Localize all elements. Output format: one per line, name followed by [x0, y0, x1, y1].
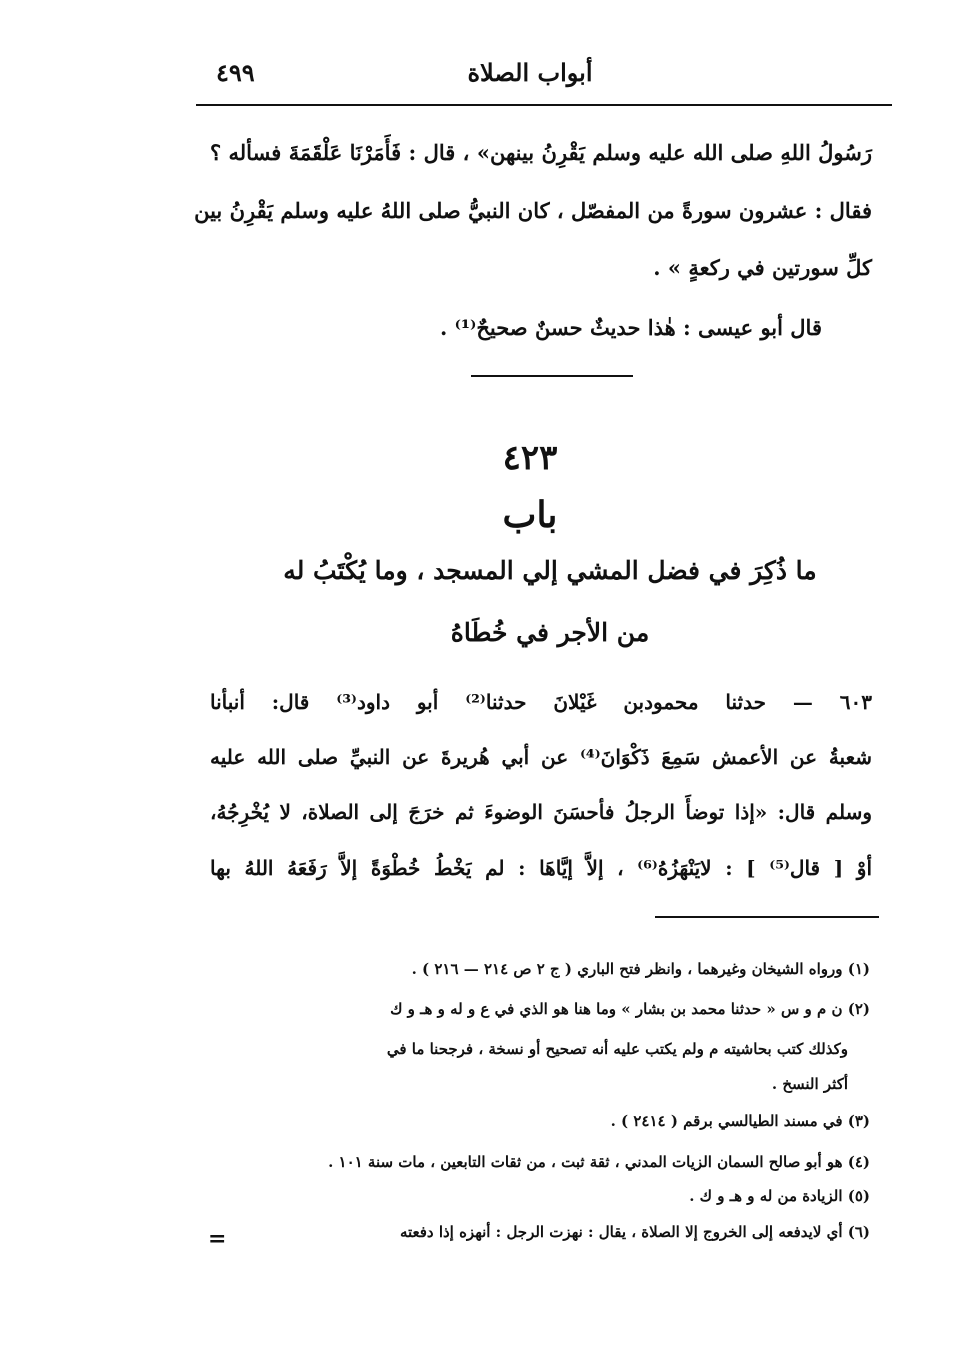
- continuation-line: رَسُولُ اللهِ صلى الله عليه وسلم يَقْرِنُ بينهن» ، قال : فَأَمَرْنَا عَلْقَمَةَ فسأله ؟: [210, 140, 872, 165]
- running-head-title: أبواب الصلاة: [467, 58, 593, 87]
- chapter-title-line: ما ذُكِرَ في فضل المشي إلي المسجد ، وما يُكْتَبُ له: [283, 556, 817, 585]
- header-rule: [196, 104, 892, 106]
- continuation-mark: =: [208, 1226, 227, 1252]
- hadith-line: شعبةُ عن الأعمش سَمِعَ ذَكْوَانَ⁽⁴⁾ عن أبي هُريرةَ عن النبيِّ صلى الله عليه: [210, 745, 872, 769]
- footnote-rule: [655, 916, 879, 918]
- footnote: (٥) الزيادة من له و هـ و ك .: [689, 1187, 870, 1205]
- continuation-line: كلِّ سورتين في ركعةٍ » .: [653, 255, 872, 280]
- abu-isa-verdict: قال أبو عيسى : هٰذا حديثٌ حسنٌ صحيحٌ⁽¹⁾ .: [440, 315, 822, 340]
- continuation-line: فقال : عشرون سورةً من المفصّل ، كان النبيُّ صلى اللهُ عليه وسلم يَقْرِنُ بين: [194, 198, 872, 223]
- hadith-line: وسلم قال: «إذا توضأَ الرجلُ فأحسَنَ الوضوءَ ثم خرَجَ إلى الصلاة، لا يُخْرِجُهُ،: [210, 800, 872, 824]
- footnote: (٢) ن م و س « حدثنا محمد بن بشار » وما هنا هو الذي في ع و له و هـ و ك: [390, 1000, 870, 1018]
- footnote: (٤) هو أبو صالح السمان الزيات المدني ، ثقة ثبت ، من ثقات التابعين ، مات سنة ١٠١ .: [328, 1153, 870, 1171]
- footnote: (٣) في مسند الطيالسي برقم ( ٢٤١٤ ) .: [610, 1112, 870, 1130]
- footnote-continuation: وكذلك كتب بحاشيته م ولم يكتب عليه أنه تصحيح أو نسخة ، فرجحنا ما في: [386, 1040, 848, 1058]
- footnote: (٦) أي لايدفعه إلى الخروج إلا الصلاة ، يقال : نهزت الرجل : أنهزه إذا دفعته: [399, 1223, 870, 1241]
- chapter-title-line: من الأجر في خُطَاهُ: [450, 618, 650, 647]
- section-separator: [471, 375, 633, 377]
- footnote: (١) ورواه الشيخان وغيرهما ، وانظر فتح الباري ( ج ٢ ص ٢١٤ — ٢١٦ ) .: [411, 960, 870, 978]
- hadith-line: أوْ [ قال⁽⁵⁾ ] : لايَنْهَزُهُ⁽⁶⁾ ، إلاَّ إيَّاهَا : لم يَخْطُ خُطْوَةً إلاَّ رَفَعَهُ اللهُ بها: [210, 856, 872, 880]
- chapter-label: باب: [502, 494, 558, 536]
- chapter-number: ٤٢٣: [502, 438, 558, 478]
- footnote-continuation: أكثر النسخ .: [771, 1075, 848, 1093]
- page-number: ٤٩٩: [216, 58, 255, 87]
- hadith-line: ٦٠٣ — حدثنا محمودبن غَيْلانَ حدثنا⁽²⁾ أبو داود⁽³⁾ قال: أنبأنا: [210, 690, 872, 714]
